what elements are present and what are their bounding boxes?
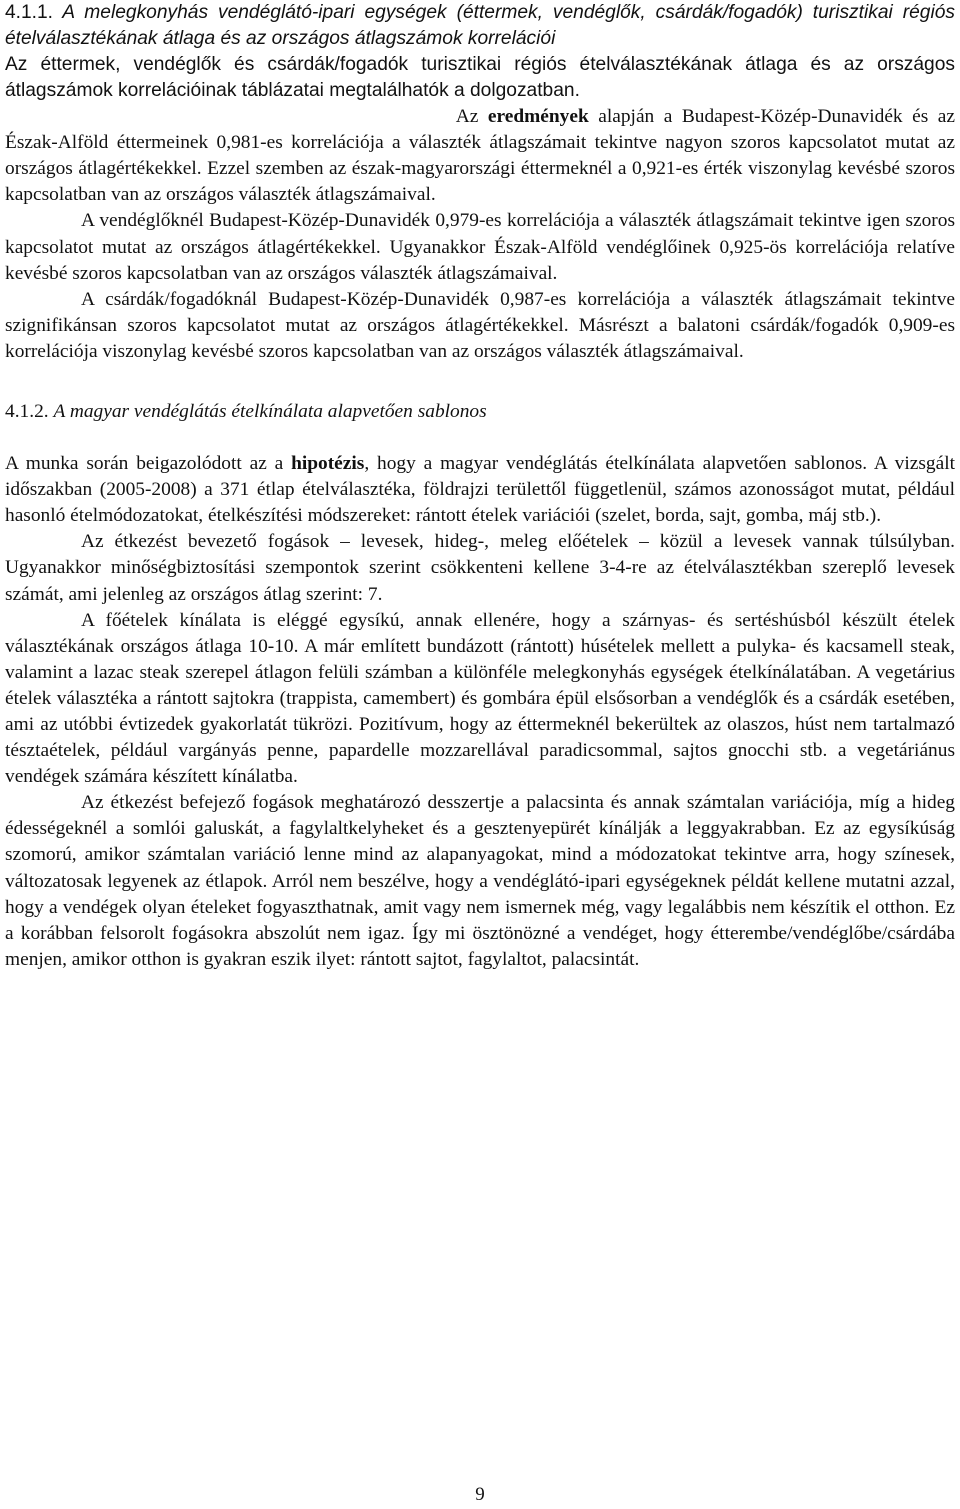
paragraph-2: A vendéglőknél Budapest-Közép-Dunavidék 0,979-es korrelációja a választék átlagszámait tekintve igen szoros kapcsolatot mutat az országos átlagértékekkel. Ugyanakkor Észak-Alföld vendéglőinek 0,925-ös korrelációja relatíve kevésbé szoros kapcsolatban van az országos választék átlagszámaival. [5,210,955,284]
emphasis-hipotezis: hipotézis [291,453,365,475]
section-heading-4-1-2 [5,399,955,425]
section-heading-4-1-1 [5,0,955,52]
page-number: 9 [475,1484,485,1505]
section-title: A magyar vendéglátás ételkínálata alapvetően sablonos [53,401,487,423]
section-number: 4.1.1. [5,2,54,23]
paragraph-4 [5,451,955,529]
emphasis-eredmenyek: eredmények [487,106,589,128]
section-number: 4.1.2. [5,401,49,423]
document-page [5,0,955,973]
paragraph-1-text: alapján a Budapest-Közép-Dunavidék és az Észak-Alföld éttermeinek 0,981-es korrelációja a választék átlagszámait tekintve nagyon szoros kapcsolatot mutat az országos átlagértékekkel. Ezzel szemben az észak-magyarországi éttermeknél a 0,921-es érték viszonylag kevésbé szoros kapcsolatban van az országos választék átlagszámaival. [5,106,955,206]
section-title: A melegkonyhás vendéglátó-ipari egységek (éttermek, vendéglők, csárdák/fogadók) turisztikai régiós ételválasztékának átlaga és az országos átlagszámok korrelációi [5,2,955,49]
paragraph-1-lead: Az [455,106,479,128]
paragraph-4-lead: A munka során beigazolódott az a [5,453,284,475]
paragraph-4-text: , hogy a magyar vendéglátás ételkínálata alapvetően sablonos. A vizsgált időszakban (2005-2008) a 371 étlap ételválasztéka, földrajzi területtől függetlenül, számos azonosságot mutat, például hasonló ételmódozatokat, ételkészítési módszereket: rántott ételek variációi (szelet, borda, sajt, gomba, máj stb.). [5,453,955,527]
paragraph-3: A csárdák/fogadóknál Budapest-Közép-Dunavidék 0,987-es korrelációja a választék átlagszámait tekintve szignifikánsan szoros kapcsolatot mutat az országos átlagértékekkel. Másrészt a balatoni csárdák/fogadók 0,909-es korrelációja viszonylag kevésbé szoros kapcsolatban van az országos választék átlagszámaival. [5,288,955,362]
paragraph-6: A főételek kínálata is eléggé egysíkú, annak ellenére, hogy a szárnyas- és sertéshúsból készült ételek választékának országos átlaga 10-10. A már említett bundázott (rántott) húsételek mellett a pulyka- és kacsamell steak, valamint a lazac steak szerepel átlagon felüli számban a különféle melegkonyhás egységek ételkínálatában. A vegetárius ételek választéka a rántott sajtokra (trappista, camembert) és gombára épül elsősorban a vendéglők és a csárdák esetében, ami az utóbbi évtizedek gyakorlatát tükrözi. Pozitívum, hogy az éttermeknél bekerültek az olaszos, húst nem tartalmazó tésztaételek, például vargányás penne, papardelle mozzarellával paradicsommal, sajtos gnocchi stb. a vegetáriánus vendégek számára készített kínálatba. [5,609,955,788]
paragraph-1-body [5,78,955,208]
paragraph-5: Az étkezést bevezető fogások – levesek, hideg-, meleg előételek – közül a levesek vannak túlsúlyban. Ugyanakkor minőségbiztosítási szempontok szerint csökkenteni kellene 3-4-re az ételválasztékban szereplő levesek számát, ami jelenleg az országos átlag szerint: 7. [5,531,955,605]
paragraph-1-intro: Az éttermek, vendéglők és csárdák/fogadók turisztikai régiós ételválasztékának átlaga és az országos átlagszámok korrelációinak táblázatai megtalálhatók a dolgozatban. [5,54,955,101]
paragraph-7: Az étkezést befejező fogások meghatározó desszertje a palacsinta és annak számtalan variációja, míg a hideg édességeknél a somlói galuskát, a fagylaltkelyheket és a gesztenyepürét kínálják a leggyakrabban. Ez az egysíkúság szomorú, amikor számtalan variáció lenne mind az alapanyagokat, mind a módozatokat tekintve arra, hogy színesek, változatosak legyenek az étlapok. Arról nem beszélve, hogy a vendéglátó-ipari egységeknek példát kellene mutatni azzal, hogy a vendégek olyan ételeket fogyaszthatnak, amit vagy nem ismernek még, vagy legalábbis nem készítik el otthon. Ez a korábban felsorolt fogásokra abszolút nem igaz. Így mi ösztönözné a vendéget, hogy étterembe/vendéglőbe/csárdába menjen, amikor otthon is gyakran eszik ilyet: rántott sajtot, fagylaltot, palacsintát. [5,792,955,970]
